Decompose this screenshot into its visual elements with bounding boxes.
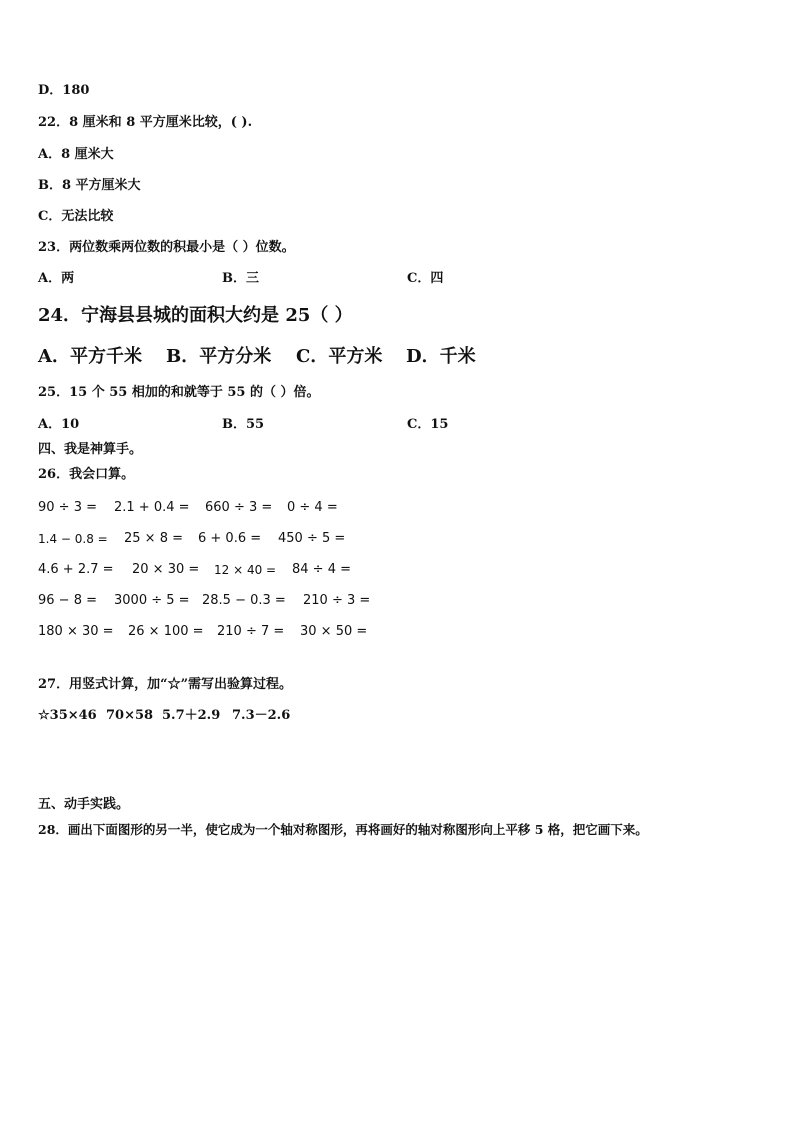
q24-option-a: A．平方千米 bbox=[38, 346, 142, 367]
q27-item-1: ☆35×46 bbox=[38, 708, 97, 723]
calc-item: 3000 ÷ 5 = bbox=[114, 593, 190, 608]
q27-item-4: 7.3－2.6 bbox=[232, 708, 291, 723]
calc-item: 660 ÷ 3 = bbox=[205, 500, 273, 515]
q22-question: 22．8 厘米和 8 平方厘米比较，( ). bbox=[38, 115, 253, 130]
q27-item-3: 5.7＋2.9 bbox=[162, 708, 221, 723]
calc-item: 90 ÷ 3 = bbox=[38, 500, 97, 515]
calc-item: 28.5 − 0.3 = bbox=[202, 593, 286, 608]
q28-question: 28．画出下面图形的另一半，使它成为一个轴对称图形，再将画好的轴对称图形向上平移 5 格，把它画下来。 bbox=[38, 822, 648, 837]
calc-item: 0 ÷ 4 = bbox=[287, 500, 338, 515]
calc-item: 210 ÷ 3 = bbox=[303, 593, 371, 608]
q27-item-2: 70×58 bbox=[106, 708, 154, 723]
q27-question: 27．用竖式计算，加“☆”需写出验算过程。 bbox=[38, 677, 293, 692]
calc-item: 4.6 + 2.7 = bbox=[38, 562, 114, 577]
section-4-title: 四、我是神算手。 bbox=[38, 442, 143, 457]
calc-item: 450 ÷ 5 = bbox=[278, 531, 346, 546]
q23-option-a: A．两 bbox=[38, 271, 75, 286]
calc-item: 2.1 + 0.4 = bbox=[114, 500, 190, 515]
q23-option-b: B．三 bbox=[222, 271, 259, 286]
calc-item: 26 × 100 = bbox=[128, 624, 204, 639]
calc-item: 180 × 30 = bbox=[38, 624, 114, 639]
q25-option-a: A．10 bbox=[38, 417, 80, 432]
calc-item: 30 × 50 = bbox=[300, 624, 368, 639]
calc-item: 12 × 40 = bbox=[214, 563, 277, 577]
q22-option-b: B．8 平方厘米大 bbox=[38, 178, 141, 193]
q25-option-c: C．15 bbox=[407, 417, 449, 432]
calc-item: 20 × 30 = bbox=[132, 562, 200, 577]
calc-item: 1.4 − 0.8 = bbox=[38, 532, 108, 546]
section-5-title: 五、动手实践。 bbox=[38, 797, 130, 812]
q26-question: 26．我会口算。 bbox=[38, 467, 135, 482]
calc-item: 25 × 8 = bbox=[124, 531, 183, 546]
q24-question: 24．宁海县县城的面积大约是 25（ ） bbox=[38, 305, 353, 326]
q24-option-b: B．平方分米 bbox=[166, 346, 272, 367]
q23-option-c: C．四 bbox=[407, 271, 444, 286]
q21-option-d: D．180 bbox=[38, 83, 90, 98]
q24-option-c: C．平方米 bbox=[296, 346, 383, 367]
q22-option-a: A．8 厘米大 bbox=[38, 147, 114, 162]
q22-option-c: C．无法比较 bbox=[38, 209, 114, 224]
calc-item: 210 ÷ 7 = bbox=[217, 624, 285, 639]
calc-item: 84 ÷ 4 = bbox=[292, 562, 351, 577]
calc-item: 96 − 8 = bbox=[38, 593, 97, 608]
q23-question: 23．两位数乘两位数的积最小是（ ）位数。 bbox=[38, 240, 295, 255]
calc-item: 6 + 0.6 = bbox=[198, 531, 262, 546]
q25-option-b: B．55 bbox=[222, 417, 265, 432]
q24-option-d: D．千米 bbox=[406, 346, 476, 367]
q25-question: 25．15 个 55 相加的和就等于 55 的（ ）倍。 bbox=[38, 385, 320, 400]
